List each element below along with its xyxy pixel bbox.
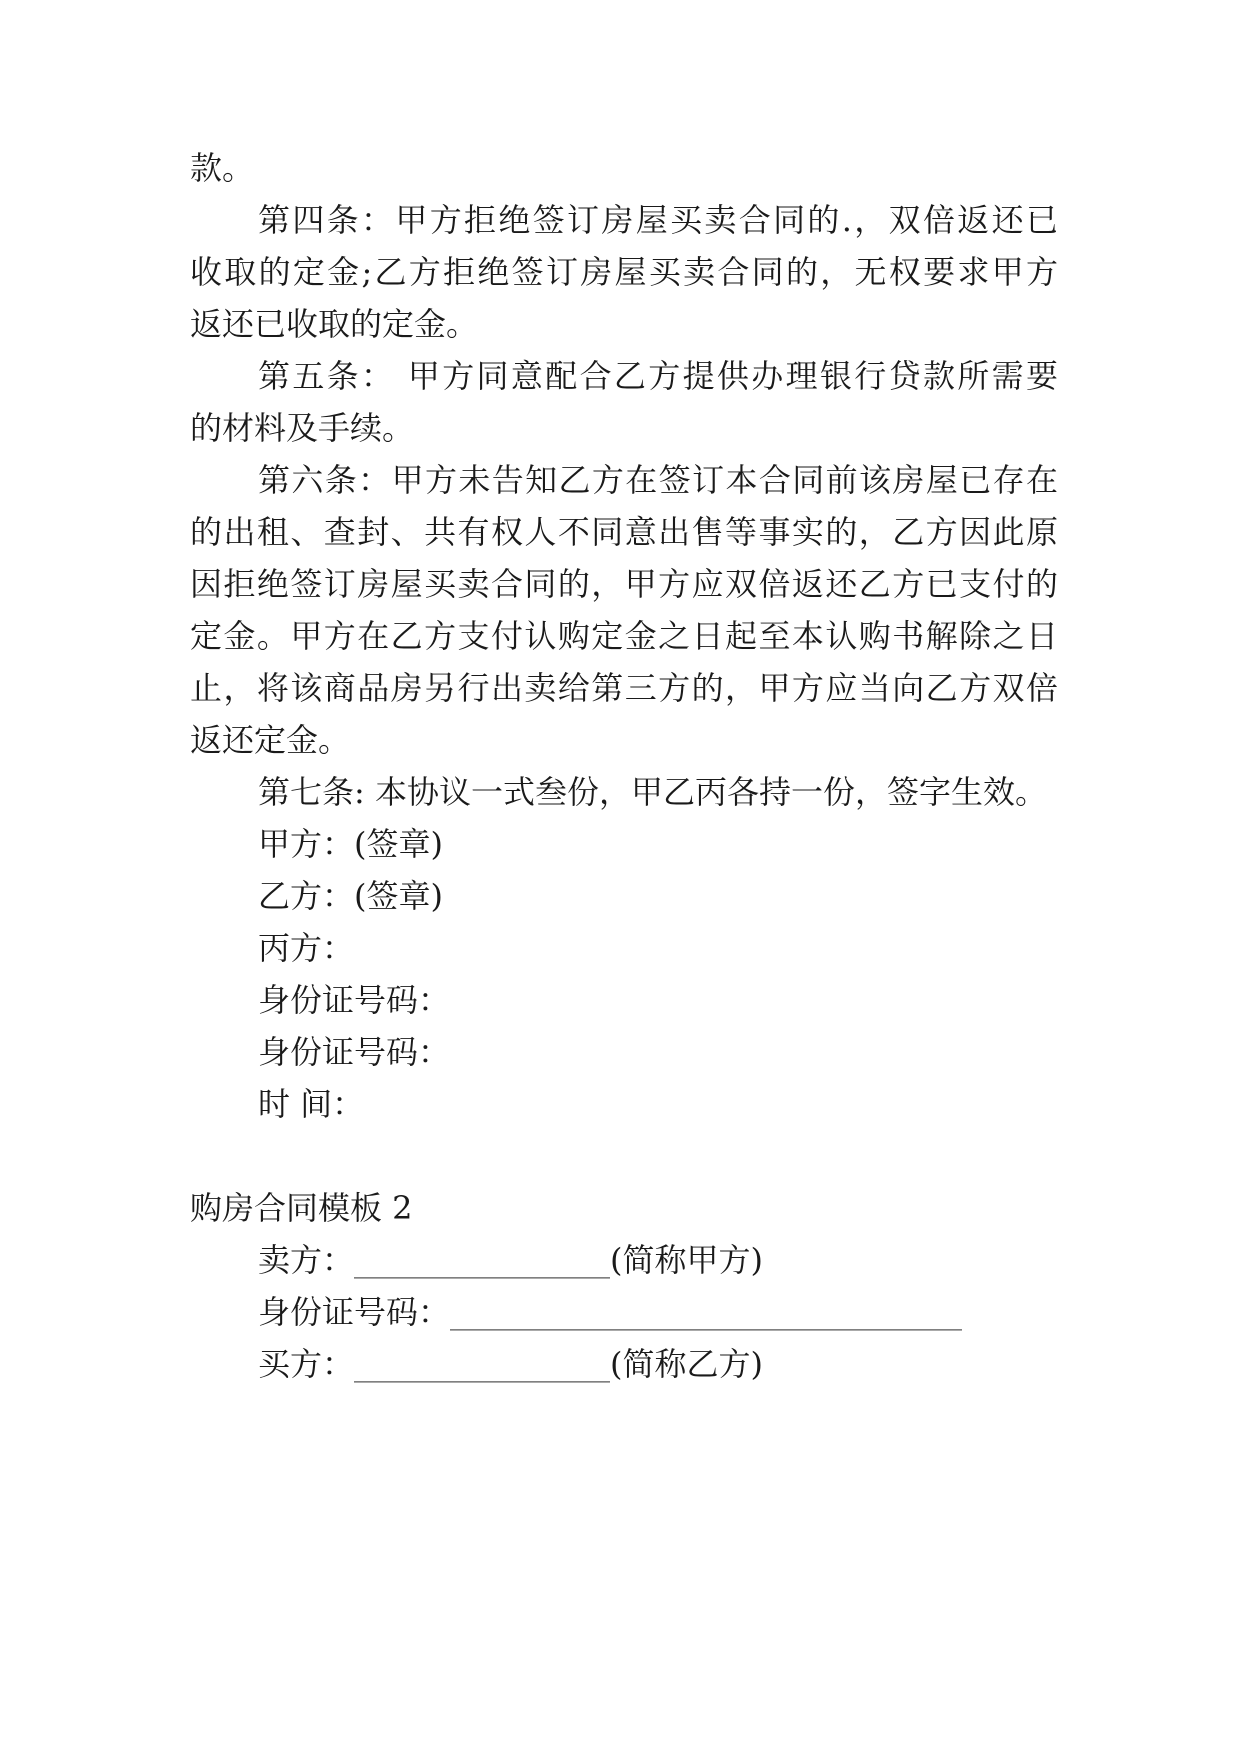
party-a-signature: 甲方：(签章) xyxy=(258,825,443,863)
article-6-line: 返还定金。 xyxy=(190,721,351,759)
article-5-line: 的材料及手续。 xyxy=(190,409,415,447)
article-5-line: 第五条： 甲方同意配合乙方提供办理银行贷款所需要 xyxy=(258,357,1058,395)
id-number-label: 身份证号码： xyxy=(258,981,451,1019)
party-c-signature: 丙方： xyxy=(258,929,355,967)
article-4-line: 收取的定金;乙方拒绝签订房屋买卖合同的，无权要求甲方 xyxy=(190,253,1058,291)
article-6-line: 的出租、查封、共有权人不同意出售等事实的，乙方因此原 xyxy=(190,513,1058,551)
article-6-line: 定金。甲方在乙方支付认购定金之日起至本认购书解除之日 xyxy=(190,617,1058,655)
buyer-blank: ________________ xyxy=(354,1345,611,1383)
article-6-line: 因拒绝签订房屋买卖合同的，甲方应双倍返还乙方已支付的 xyxy=(190,565,1058,603)
id-blank: ________________________________ xyxy=(450,1293,963,1331)
article-4-line: 返还已收取的定金。 xyxy=(190,305,479,343)
seller-note: (简称甲方) xyxy=(610,1241,763,1279)
seller-row xyxy=(258,1240,763,1280)
section-heading: 购房合同模板 2 xyxy=(190,1189,413,1227)
party-b-signature: 乙方：(签章) xyxy=(258,877,443,915)
article-6-line: 止，将该商品房另行出卖给第三方的，甲方应当向乙方双倍 xyxy=(190,669,1058,707)
id-label: 身份证号码： xyxy=(258,1293,451,1331)
id-number-label: 身份证号码： xyxy=(258,1033,451,1071)
seller-blank: ________________ xyxy=(354,1241,611,1279)
article-4-line: 第四条：甲方拒绝签订房屋买卖合同的.，双倍返还已 xyxy=(258,201,1058,239)
paragraph-line: 款。 xyxy=(190,149,255,187)
id-row xyxy=(258,1292,962,1332)
article-7-line: 第七条: 本协议一式叁份，甲乙丙各持一份，签字生效。 xyxy=(258,773,1047,811)
time-label: 时 间： xyxy=(258,1085,365,1123)
seller-label: 卖方： xyxy=(258,1241,355,1279)
buyer-label: 买方： xyxy=(258,1345,355,1383)
buyer-note: (简称乙方) xyxy=(610,1345,763,1383)
buyer-row xyxy=(258,1344,763,1384)
article-6-line: 第六条：甲方未告知乙方在签订本合同前该房屋已存在 xyxy=(258,461,1058,499)
